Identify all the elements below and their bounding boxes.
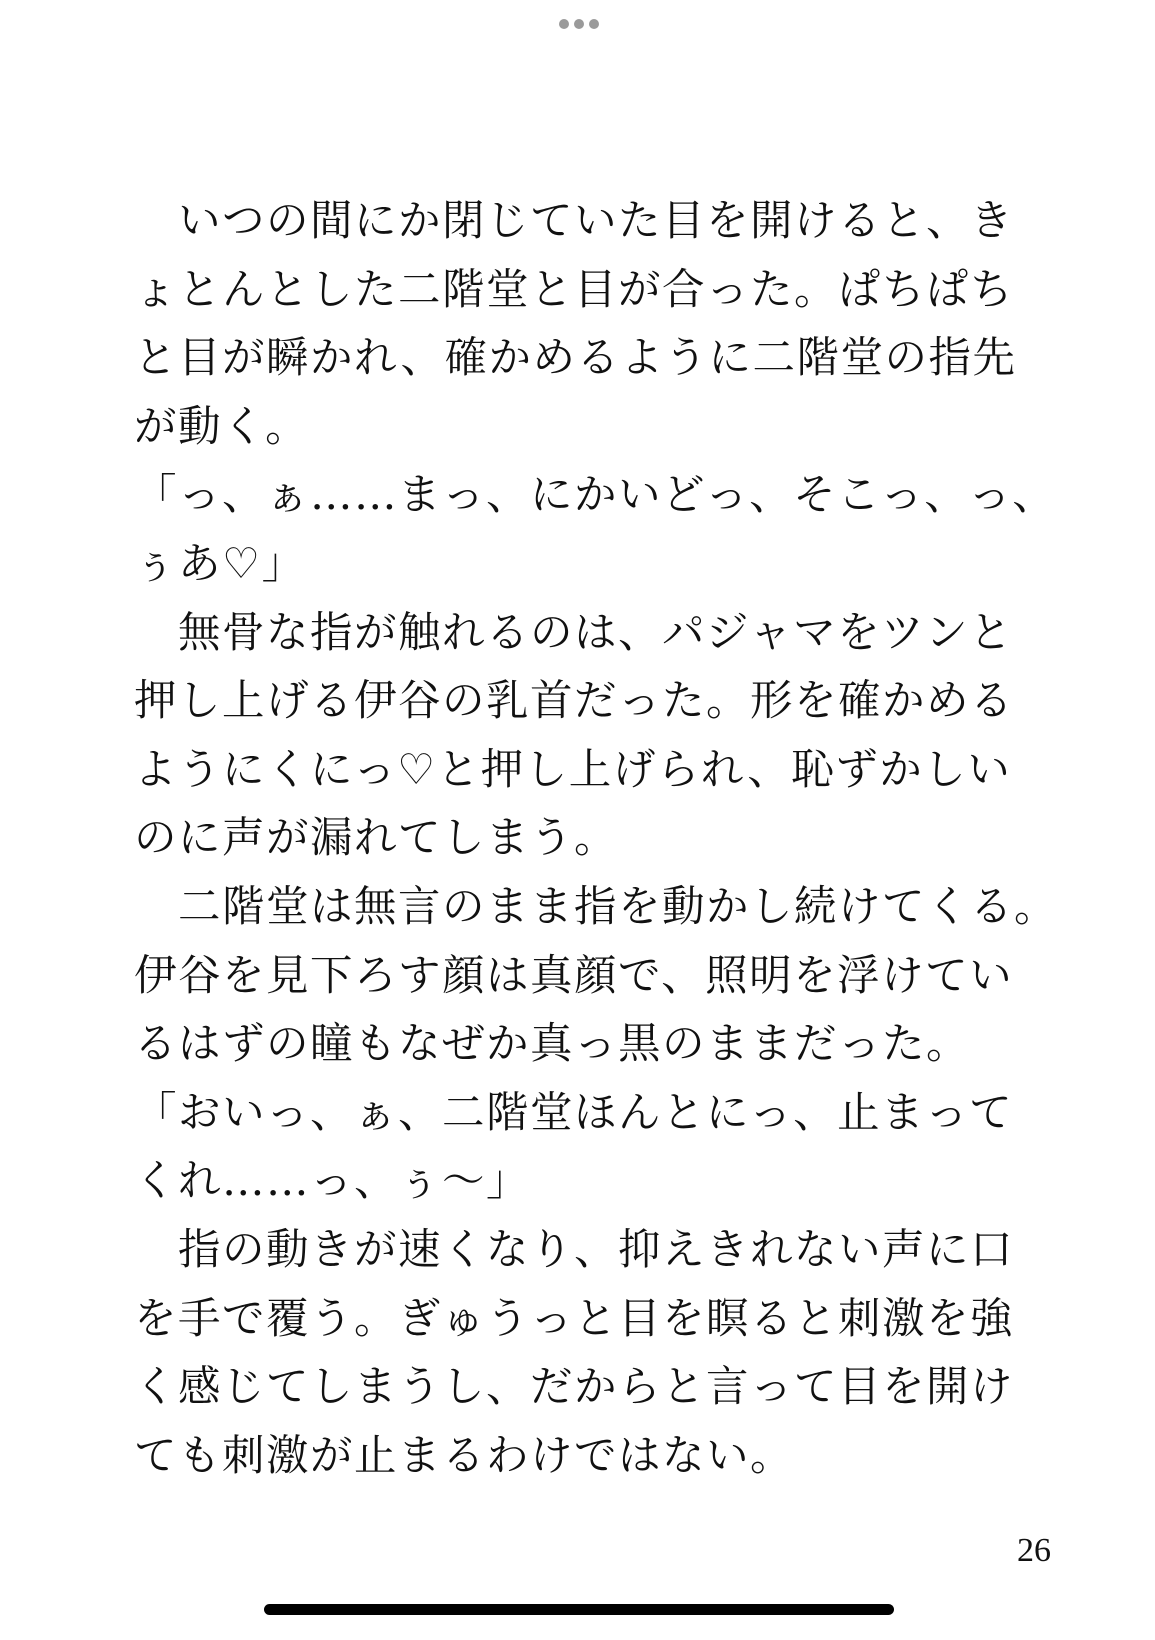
text-line: るはずの瞳もなぜか真っ黒のままだった。	[134, 1020, 971, 1070]
home-indicator[interactable]	[264, 1604, 894, 1615]
text-line: のに声が漏れてしまう。	[134, 814, 619, 864]
text-line: く感じてしまうし、だからと言って目を開け	[134, 1363, 1015, 1413]
text-line: 二階堂は無言のまま指を動かし続けてくる。	[134, 882, 1059, 932]
reader-text	[134, 188, 1064, 1491]
dot	[559, 19, 569, 29]
text-line: 押し上げる伊谷の乳首だった。形を確かめる	[134, 677, 1015, 727]
more-menu-icon[interactable]	[557, 17, 601, 31]
text-line: 無骨な指が触れるのは、パジャマをツンと	[134, 608, 1014, 658]
text-line: 指の動きが速くなり、抑えきれない声に口	[134, 1225, 1015, 1275]
dot	[589, 19, 599, 29]
text-line: ょとんとした二階堂と目が合った。ぱちぱち	[134, 265, 1015, 315]
text-line: 「おいっ、ぁ、二階堂ほんとにっ、止まって	[134, 1088, 1014, 1138]
page-number: 26	[1017, 1532, 1051, 1569]
text-line: ぅあ♡」	[134, 539, 306, 589]
text-line: と目が瞬かれ、確かめるように二階堂の指先	[134, 334, 1017, 384]
text-line: くれ……っ、ぅ～」	[134, 1157, 531, 1207]
text-line: 「っ、ぁ……まっ、にかいどっ、そこっ、っ、	[134, 471, 1057, 521]
text-line: が動く。	[134, 402, 310, 452]
text-line: ても刺激が止まるわけではない。	[134, 1431, 795, 1481]
dot	[574, 19, 584, 29]
text-line: ようにくにっ♡と押し上げられ、恥ずかしい	[134, 745, 1012, 795]
text-line: を手で覆う。ぎゅうっと目を瞑ると刺激を強	[134, 1294, 1015, 1344]
text-line: 伊谷を見下ろす顔は真顔で、照明を浮けてい	[134, 951, 1014, 1001]
text-line: いつの間にか閉じていた目を開けると、き	[134, 197, 1015, 246]
